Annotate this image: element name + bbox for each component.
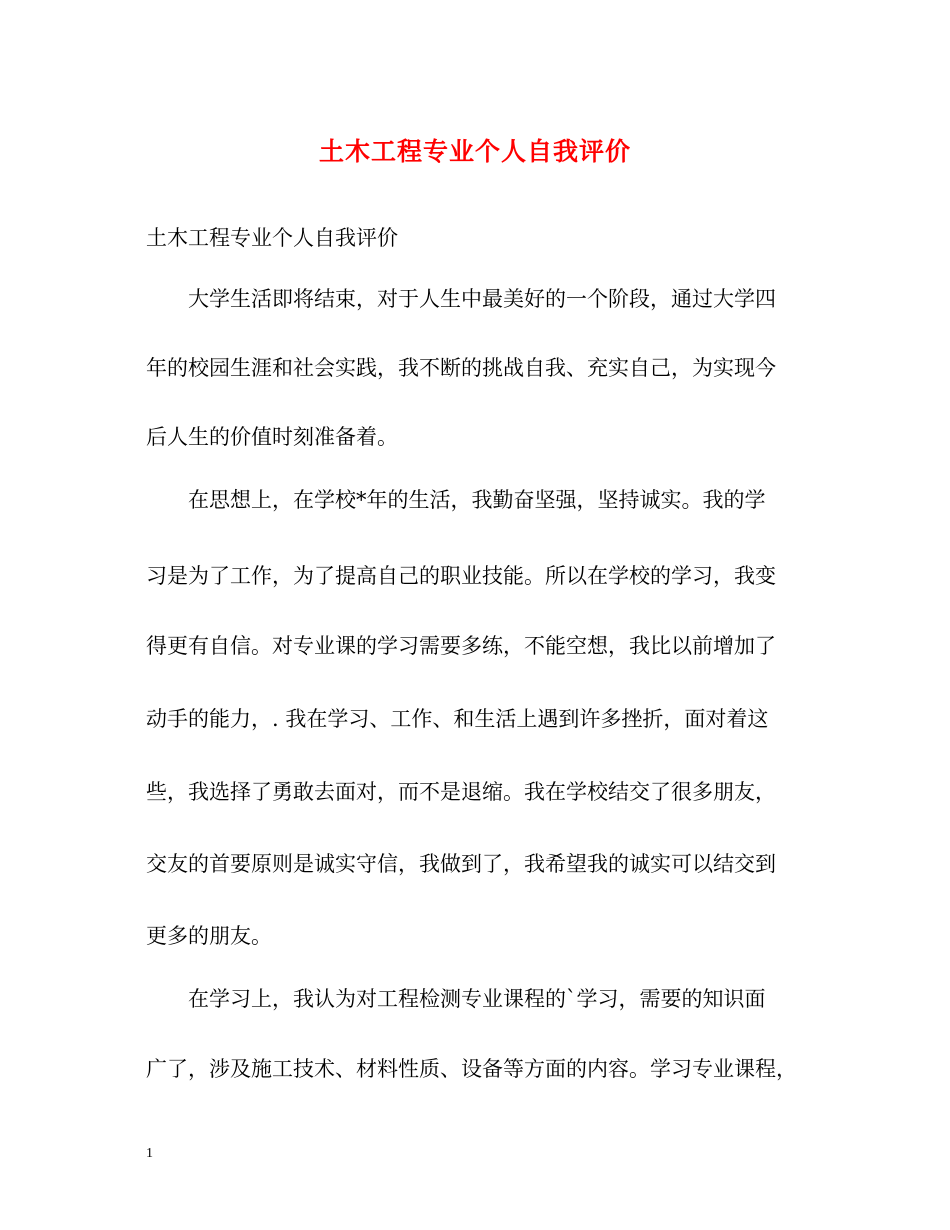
body-line: 在学习上，我认为对工程检测专业课程的`学习，需要的知识面 xyxy=(146,987,766,1011)
body-line: 得更有自信。对专业课的学习需要多练，不能空想，我比以前增加了 xyxy=(146,634,776,658)
body-line: 动手的能力，. 我在学习、工作、和生活上遇到许多挫折，面对着这 xyxy=(146,707,769,731)
body-line: 在思想上，在学校*年的生活，我勤奋坚强，坚持诚实。我的学 xyxy=(146,488,766,512)
body-line: 年的校园生涯和社会实践，我不断的挑战自我、充实自己，为实现今 xyxy=(146,356,776,380)
document-subtitle: 土木工程专业个人自我评价 xyxy=(146,226,398,250)
body-line: 习是为了工作，为了提高自己的职业技能。所以在学校的学习，我变 xyxy=(146,564,776,588)
body-line: 后人生的价值时刻准备着。 xyxy=(146,425,398,449)
body-line: 大学生活即将结束，对于人生中最美好的一个阶段，通过大学四 xyxy=(146,287,776,311)
document-title: 土木工程专业个人自我评价 xyxy=(318,137,631,166)
body-line: 广了，涉及施工技术、材料性质、设备等方面的内容。学习专业课程， xyxy=(146,1057,797,1081)
body-line: 更多的朋友。 xyxy=(146,924,272,948)
body-line: 些，我选择了勇敢去面对，而不是退缩。我在学校结交了很多朋友， xyxy=(146,780,776,804)
body-line: 交友的首要原则是诚实守信，我做到了，我希望我的诚实可以结交到 xyxy=(146,852,776,876)
page-number: 1 xyxy=(146,1146,153,1161)
